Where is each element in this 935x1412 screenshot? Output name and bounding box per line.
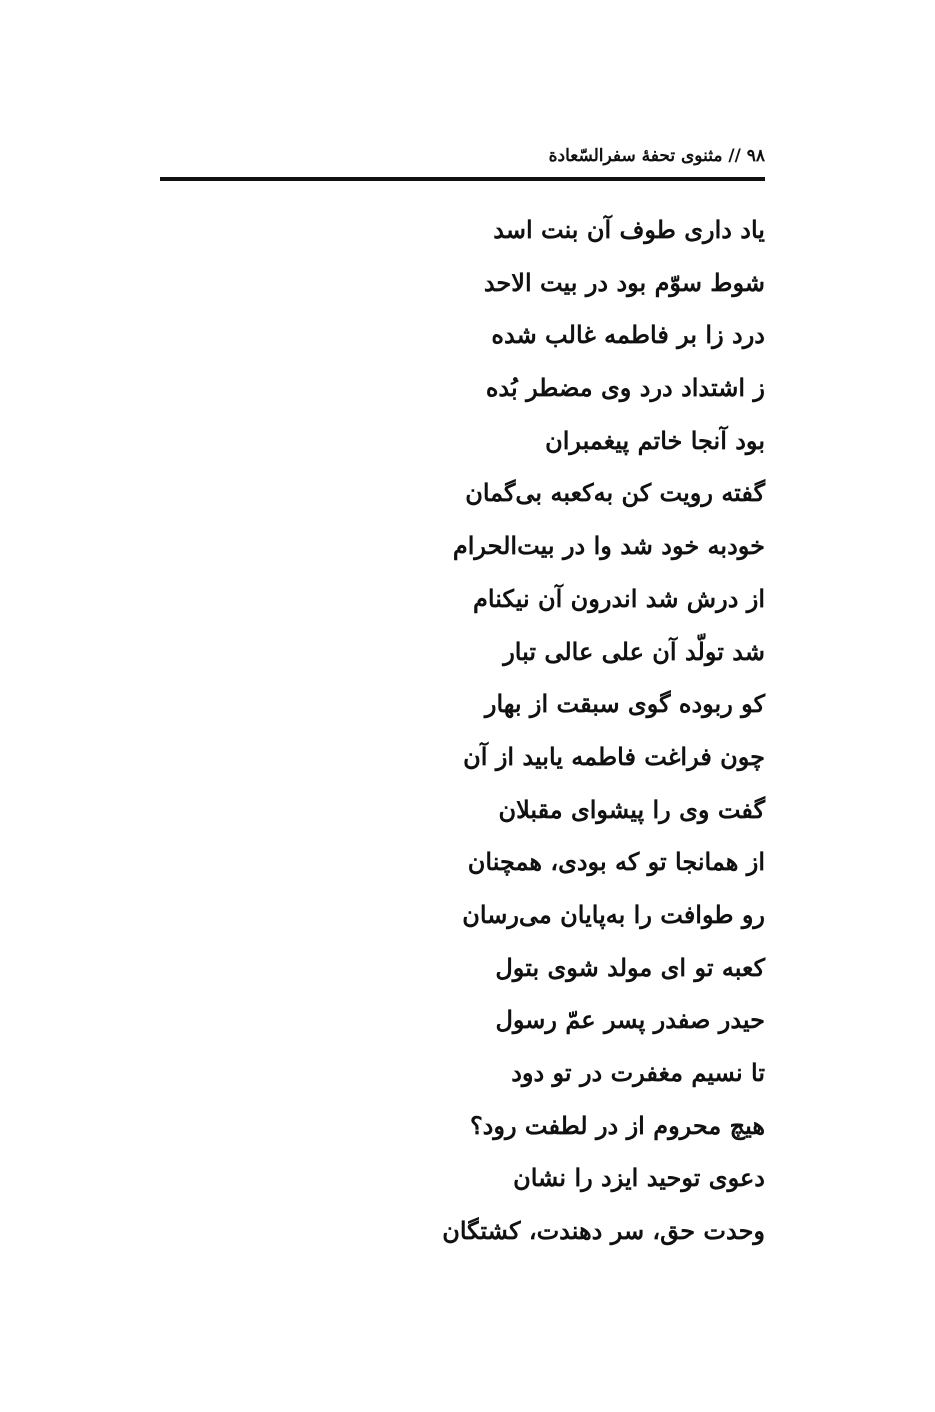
header-rule bbox=[160, 177, 765, 181]
verse-line: از همانجا تو که بودی، همچنان bbox=[467, 847, 765, 877]
verse-line: تا نسیم مغفرت در تو دود bbox=[511, 1058, 765, 1087]
verse-line: گفت وی را پیشوای مقبلان bbox=[498, 794, 765, 824]
verse-line: خودبه خود شد وا در بیت‌الحرام bbox=[452, 531, 765, 561]
verse-line: دعوی توحید ایزد را نشان bbox=[513, 1163, 765, 1193]
verse-line: بود آنجا خاتم پیغمبران bbox=[545, 425, 765, 455]
header-separator: // bbox=[728, 146, 741, 166]
verse-line: درد زا بر فاطمه غالب شده bbox=[491, 320, 765, 350]
verse-line: حیدر صفدر پسر عمّ رسول bbox=[495, 1005, 765, 1035]
verse-line: ز اشتداد درد وی مضطر بُده bbox=[485, 373, 765, 403]
verse-line: وحدت حق، سر دهندت، کشتگان bbox=[442, 1216, 765, 1246]
verse-line: هیچ محروم از در لطفت رود؟ bbox=[469, 1110, 765, 1140]
verse-line: گفته رویت کن به‌کعبه بی‌گمان bbox=[465, 478, 765, 508]
verse-line: شد تولّد آن علی عالی تبار bbox=[503, 636, 765, 666]
verse-line: از درش شد اندرون آن نیکنام bbox=[473, 583, 765, 613]
book-title: مثنوی تحفهٔ سفرالسّعادة bbox=[548, 146, 723, 166]
verse-line: یاد داری طوف آن بنت اسد bbox=[493, 215, 765, 244]
verse-list bbox=[165, 207, 765, 1261]
verse-line: شوط سوّم بود در بیت الاحد bbox=[483, 267, 765, 297]
verse-line: رو طوافت را به‌پایان می‌رسان bbox=[462, 899, 765, 929]
verse-line: چون فراغت فاطمه یابید از آن bbox=[463, 741, 765, 771]
verse-line: کعبه تو ای مولد شوی بتول bbox=[495, 952, 765, 982]
verse-line: کو ربوده گوی سبقت از بهار bbox=[484, 689, 765, 719]
page-number: ۹۸ bbox=[746, 146, 765, 166]
running-header bbox=[165, 143, 765, 169]
